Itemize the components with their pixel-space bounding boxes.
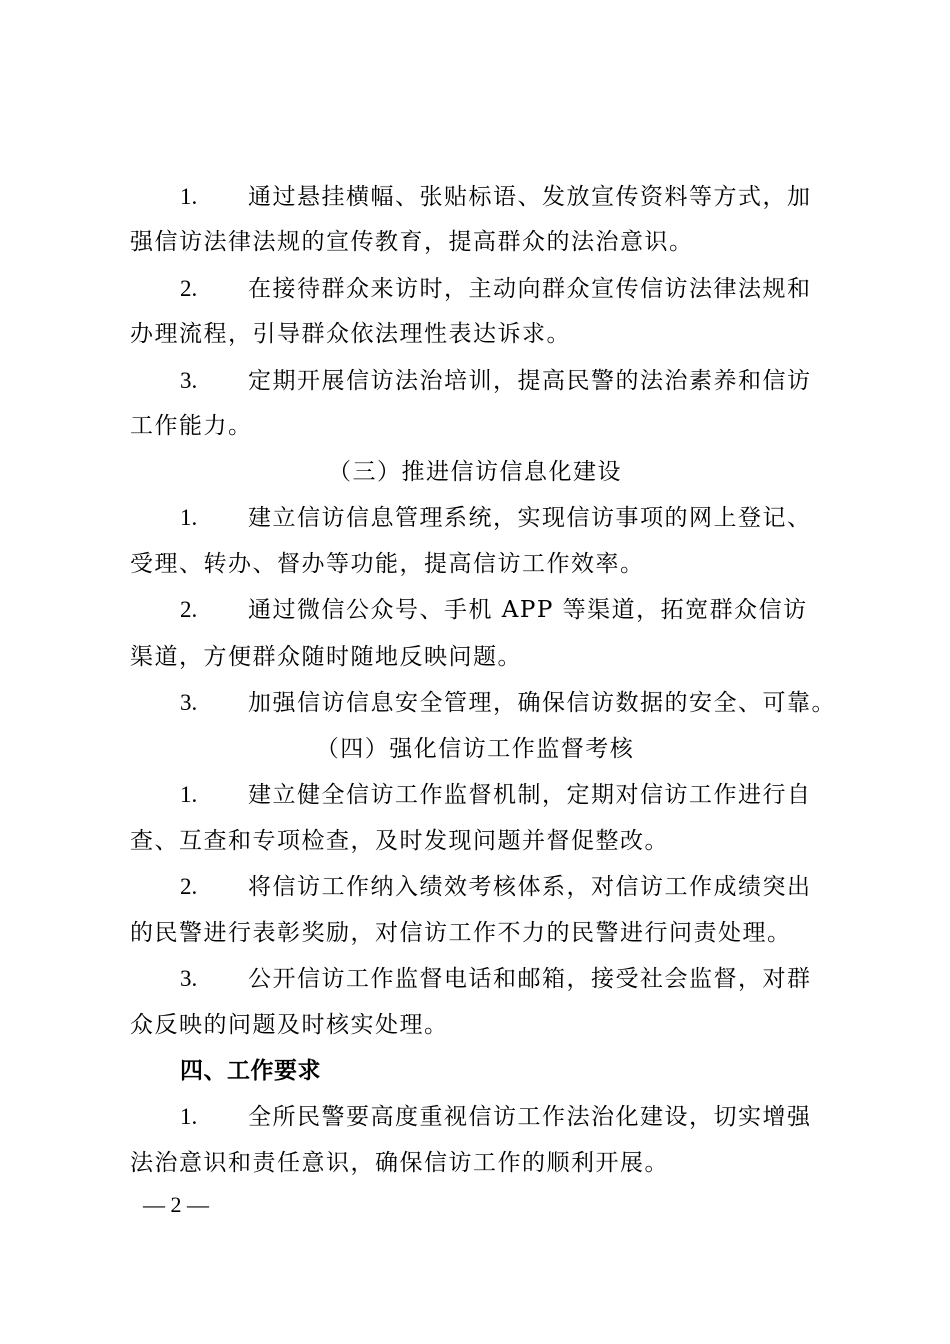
item-number: 3. (180, 368, 198, 393)
paragraph-8-line-2: 的民警进行表彰奖励，对信访工作不力的民警进行问责处理。 (130, 920, 792, 946)
item-number: 2. (180, 874, 198, 899)
paragraph-10-line-1 (180, 1102, 880, 1132)
paragraph-9-line-2: 众反映的问题及时核实处理。 (130, 1012, 449, 1038)
paragraph-5-line-2: 渠道，方便群众随时随地反映问题。 (130, 644, 522, 670)
subheading-four: （四）强化信访工作监督考核 (315, 736, 635, 762)
item-number: 1. (180, 184, 198, 209)
item-text: 全所民警要高度重视信访工作法治化建设，切实增强 (248, 1104, 812, 1130)
paragraph-4-line-1 (180, 503, 880, 533)
item-number: 1. (180, 505, 198, 530)
item-text: 加强信访信息安全管理，确保信访数据的安全、可靠。 (248, 690, 836, 716)
subheading-three: （三）推进信访信息化建设 (328, 459, 622, 485)
paragraph-8-line-1 (180, 872, 880, 902)
item-number: 2. (180, 276, 198, 301)
item-text: 公开信访工作监督电话和邮箱，接受社会监督，对群 (248, 966, 812, 992)
paragraph-5-line-1 (180, 595, 880, 625)
paragraph-1-line-2: 强信访法律法规的宣传教育，提高群众的法治意识。 (130, 229, 694, 255)
paragraph-4-line-2: 受理、转办、督办等功能，提高信访工作效率。 (130, 551, 645, 577)
item-text: 将信访工作纳入绩效考核体系，对信访工作成绩突出 (248, 874, 812, 900)
item-text: 建立信访信息管理系统，实现信访事项的网上登记、 (248, 505, 812, 531)
item-text: 通过悬挂横幅、张贴标语、发放宣传资料等方式，加 (248, 184, 812, 210)
section-heading-four: 四、工作要求 (180, 1058, 321, 1084)
item-text: 定期开展信访法治培训，提高民警的法治素养和信访 (248, 368, 812, 394)
item-number: 1. (180, 1104, 198, 1129)
item-number: 2. (180, 597, 198, 622)
paragraph-7-line-1 (180, 780, 880, 810)
item-text: 建立健全信访工作监督机制，定期对信访工作进行自 (248, 782, 812, 808)
paragraph-1-line-1 (180, 182, 880, 212)
item-number: 3. (180, 966, 198, 991)
paragraph-10-line-2: 法治意识和责任意识，确保信访工作的顺利开展。 (130, 1150, 669, 1176)
paragraph-9-line-1 (180, 964, 880, 994)
item-number: 3. (180, 690, 198, 715)
item-text: 通过微信公众号、手机 APP 等渠道，拓宽群众信访 (248, 597, 808, 623)
paragraph-2-line-1 (180, 274, 880, 304)
paragraph-3-line-1 (180, 366, 880, 396)
item-number: 1. (180, 782, 198, 807)
paragraph-3-line-2: 工作能力。 (130, 413, 253, 439)
item-text: 在接待群众来访时，主动向群众宣传信访法律法规和 (248, 276, 812, 302)
paragraph-7-line-2: 查、互查和专项检查，及时发现问题并督促整改。 (130, 828, 669, 854)
paragraph-2-line-2: 办理流程，引导群众依法理性表达诉求。 (130, 321, 571, 347)
page-number: — 2 — (143, 1192, 209, 1217)
paragraph-6-line-1 (180, 688, 880, 718)
